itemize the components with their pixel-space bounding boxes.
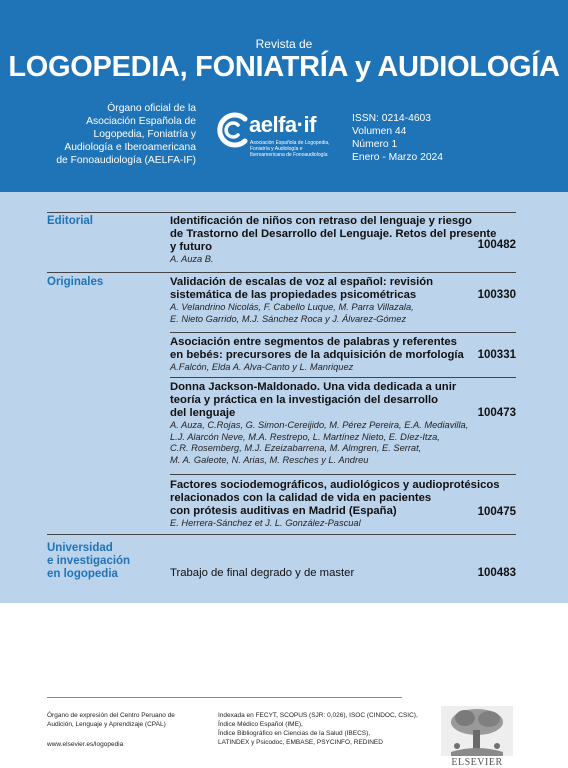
divider <box>47 212 516 213</box>
logo-wordmark: aelfa·if <box>249 112 316 137</box>
footer-organ: Órgano de expresión del Centro Peruano de Audición, Lenguaje y Aprendizaje (CPAL) <box>47 712 175 728</box>
article-title: Validación de escalas de voz al español: revisión sistemática de las propiedades psicométricas <box>170 276 434 301</box>
article-entry[interactable] <box>170 276 516 325</box>
journal-title: LOGOPEDIA, FONIATRÍA y AUDIOLOGÍA <box>8 51 560 83</box>
logo-subtitle: Asociación Española de Logopedia, Foniatría y Audiología e Iberoamericana de Fonoaudiología <box>250 140 330 158</box>
article-title: Factores sociodemográficos, audiológicos y audioprotésicos relacionados con la calidad de vida en pacientes con prótesis auditivas en Madrid (España) <box>170 479 500 517</box>
elsevier-tree-icon <box>441 706 513 756</box>
journal-prefix: Revista de <box>255 37 313 51</box>
official-organ-text: Órgano oficial de la Asociación Española de Logopedia, Foniatría y Audiología e Iberoamericana de Fonoaudiología (AELFA-IF) <box>56 103 196 166</box>
cover-header <box>0 0 568 192</box>
issn: ISSN: 0214-4603 <box>352 113 431 124</box>
issue-info <box>352 112 443 164</box>
aelfa-logo-icon <box>214 110 254 150</box>
article-number: 100483 <box>477 567 516 579</box>
article-title: Asociación entre segmentos de palabras y referentes en bebés: precursores de la adquisición de morfología <box>170 336 464 361</box>
divider <box>47 272 516 273</box>
article-title: Donna Jackson-Maldonado. Una vida dedicada a unir teoría y práctica en la investigación del desarrollo del lenguaje <box>170 381 457 419</box>
issue-date: Enero - Marzo 2024 <box>352 152 444 163</box>
issue-number: Número 1 <box>352 139 398 150</box>
elsevier-logo <box>441 706 513 768</box>
article-number: 100482 <box>477 239 516 251</box>
table-of-contents <box>0 192 568 603</box>
aelfa-logo <box>214 110 344 164</box>
article-title: Identificación de niños con retraso del lenguaje y riesgo de Trastorno del Desarrollo del Lenguaje. Retos del presente y futuro <box>170 215 497 253</box>
footer-indexing: Indexada en FECYT, SCOPUS (SJR: 0,026), ISOC (CINDOC, CSIC), Índice Médico Español (IME), Índice Bibliográfico en Ciencias de la Salud (IBECS), LATINDEX y Psicodoc, EMBASE, PSYCINFO, REDINED <box>218 712 418 746</box>
volume: Volumen 44 <box>352 126 407 137</box>
article-entry[interactable] <box>170 567 516 580</box>
article-entry[interactable] <box>170 381 516 466</box>
article-authors: E. Herrera-Sánchez et J. L. González-Pascual <box>170 518 361 528</box>
article-title: Trabajo de final degrado y de master <box>170 567 355 579</box>
article-entry[interactable] <box>170 336 516 374</box>
publisher-name: ELSEVIER <box>451 757 503 768</box>
section-originales: Originales <box>47 276 104 288</box>
article-number: 100473 <box>477 407 516 419</box>
section-editorial: Editorial <box>47 215 94 227</box>
article-number: 100475 <box>477 506 516 518</box>
divider <box>47 534 516 535</box>
article-number: 100331 <box>477 349 516 361</box>
article-authors: A. Auza B. <box>170 254 214 264</box>
cover-footer <box>0 603 568 768</box>
article-entry[interactable] <box>170 479 516 530</box>
divider <box>170 474 516 475</box>
article-authors: A.Falcón, Elda A. Alva-Canto y L. Manriquez <box>170 362 354 372</box>
article-authors: A. Auza, C.Rojas, G. Simon-Cereijido, M. Pérez Pereira, E.A. Mediavilla, L.J. Alarcón Neve, M.A. Restrepo, L. Martínez Nieto, E. Díez-Itza, C.R. Rosemberg, M.J. Ezeizabarrena, M. Almgren, E. Serrat, M. A. Galeote, N. Arias, M. Resches y L. Andreu <box>170 420 469 465</box>
footer-divider <box>47 697 402 698</box>
footer-url[interactable]: www.elsevier.es/logopedia <box>47 741 124 748</box>
article-authors: A. Velandrino Nicolás, F. Cabello Luque, M. Parra Villazala, E. Nieto Garrido, M.J. Sánchez Roca y J. Álvarez-Gómez <box>170 302 414 324</box>
section-universidad: Universidad e investigación en logopedia <box>47 542 131 580</box>
divider <box>170 377 516 378</box>
article-number: 100330 <box>477 289 516 301</box>
divider <box>170 332 516 333</box>
article-entry[interactable] <box>170 215 516 266</box>
